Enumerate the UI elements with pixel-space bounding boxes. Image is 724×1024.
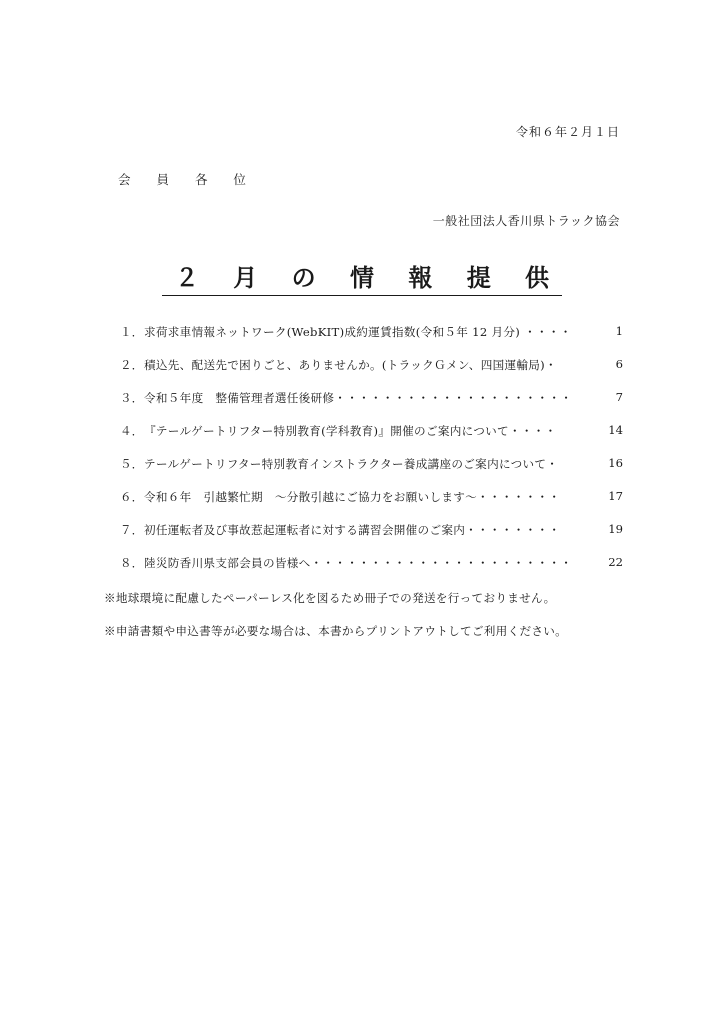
toc-item-page: 7 [615, 390, 623, 404]
paperless-note: ※地球環境に配慮したペーパーレス化を図るため冊子での発送を行っておりません。 [104, 591, 556, 605]
sender-organization: 一般社団法人香川県トラック協会 [432, 214, 620, 228]
toc-item-number: １． [120, 325, 144, 339]
toc-item-4 [120, 423, 623, 456]
toc-item-title: 令和５年度 整備管理者選任後研修・・・・・・・・・・・・・・・・・・・・ [144, 391, 573, 405]
issue-date: 令和６年２月１日 [515, 125, 620, 139]
toc-item-title: 求荷求車情報ネットワーク(WebKIT)成約運賃指数(令和５年 12 月分) ・・・・ [144, 325, 572, 339]
toc-item-2 [120, 357, 623, 390]
toc-item-3 [120, 390, 623, 423]
toc-item-number: ２． [120, 358, 144, 372]
toc-item-title: テールゲートリフター特別教育インストラクター養成講座のご案内について・ [144, 457, 559, 471]
toc-item-number: ６． [120, 490, 144, 504]
toc-item-7 [120, 522, 623, 555]
toc-item-page: 17 [608, 489, 623, 503]
toc-item-number: ３． [120, 391, 144, 405]
toc-item-page: 14 [608, 423, 623, 437]
toc-item-5 [120, 456, 623, 489]
toc-item-title: 積込先、配送先で困りごと、ありませんか。(トラックＧメン、四国運輸局)・ [144, 358, 557, 372]
toc-item-number: ７． [120, 523, 144, 537]
toc-item-8 [120, 555, 623, 588]
toc-item-1 [120, 324, 623, 357]
table-of-contents [120, 324, 623, 588]
toc-item-number: ８． [120, 556, 144, 570]
toc-item-title: 『テールゲートリフター特別教育(学科教育)』開催のご案内について・・・・ [144, 424, 557, 438]
toc-item-6 [120, 489, 623, 522]
toc-item-title: 令和６年 引越繁忙期 ～分散引越にご協力をお願いします～・・・・・・・ [144, 490, 561, 504]
page-title-text: ２ 月 の 情 報 提 供 [162, 258, 562, 296]
toc-item-page: 22 [608, 555, 623, 569]
recipient: 会 員 各 位 [118, 172, 257, 187]
toc-item-page: 6 [615, 357, 623, 371]
toc-item-page: 19 [608, 522, 623, 536]
printout-note: ※申請書類や申込書等が必要な場合は、本書からプリントアウトしてご利用ください。 [104, 624, 568, 638]
toc-item-number: ４． [120, 424, 144, 438]
toc-item-title: 陸災防香川県支部会員の皆様へ・・・・・・・・・・・・・・・・・・・・・・ [144, 556, 573, 570]
toc-item-page: 16 [608, 456, 623, 470]
toc-item-title: 初任運転者及び事故惹起運転者に対する講習会開催のご案内・・・・・・・・ [144, 523, 561, 537]
toc-item-page: 1 [615, 324, 623, 338]
toc-item-number: ５． [120, 457, 144, 471]
page-title [0, 258, 724, 296]
